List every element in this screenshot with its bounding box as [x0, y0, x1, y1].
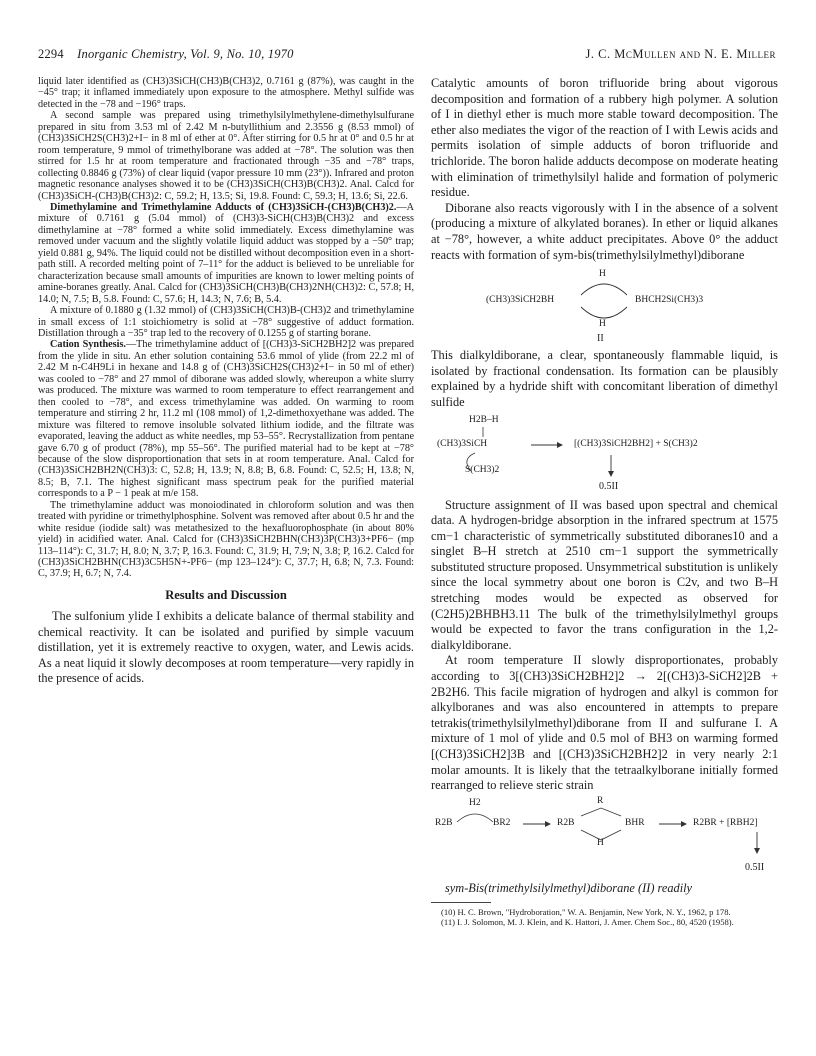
- paragraph: [38, 202, 414, 305]
- footnote: (11) I. J. Solomon, M. J. Klein, and K. Hattori, J. Amer. Chem Soc., 80, 4520 (1958).: [441, 917, 734, 928]
- intermediate-left: R2B: [557, 817, 575, 828]
- diborane-structure-figure: [431, 265, 778, 345]
- rearrangement-products: R2BR + [RBH2]: [693, 817, 758, 828]
- product-label: 0.5II: [599, 480, 619, 492]
- paragraph-text: —The trimethylamine adduct of [(CH3)3-SiCH2BH2]2 was prepared from the ylide in situ. An ether solution containing 53.6 mmol of ylide (from 22.2 ml of 2.42 M n-C4H9Li in hexane and 14.8 g of (CH3)3SiCH2S(CH3)2+I− in 50 ml of ether) was cooled to −78° and 27 mmol of diborane was added slowly, whereupon a white slurry was produced. The mixture was warmed to room temperature to effect rearrangement and then cooled to −78°, and excess trimethylamine was added. On warming to room temperature and stirring 2 hr, 11.2 ml (108 mmol) of 1,2-dimethoxyethane was added. The mixture was filtered to remove insoluble solvated lithium iodide, and the filtrate was evaporated, leaving the adduct as white needles, mp 53–55°. Recrystallization from pentane gave 6.70 g of product (78%), mp 55–56°. The purified material had to be kept at −78° because of the slow disproportionation that sets in at room temperature. Anal. Calcd for (CH3)3SiCH2BH2N(CH3)3: C, 52.8; H, 13.9; N, 8.8; B, 6.8. Found: C, 52.5; H, 13.8; N, 8.5; B, 7.1. The highest significant mass spectrum peak for the purified material corresponds to a P − 1 peak at m/e 158.: [38, 339, 415, 500]
- discussion-text: [431, 76, 778, 263]
- run-in-heading: Dimethylamine and Trimethylamine Adducts of (CH3)3SiCH-(CH3)B(CH3)2.: [50, 201, 397, 213]
- paragraph: A second sample was prepared using trimethylsilylmethylene-dimethylsulfurane prepared in situ from 3.53 ml of 2.42 M n-butyllithium and 2.3556 g (8.53 mmol) of (CH3)3SiCH2S(CH3)2+I− in 8 ml of ether at 0°. After stirring for 0.5 hr at 0° and 0.5 hr at room temperature, 9 mmol of trimethylborane was added at −78°. The solution was then stirred for 1.5 hr at room temperature and fractionated through −35 and −78° traps, collecting 0.8846 g (73%) of clear liquid (vapor pressure 10 mm (23°)). Infrared and proton magnetic resonance analyses showed it to be (CH3)3SiCH(CH3)B(CH3)2. Anal. Calcd for (CH3)3SiCH-(CH3)B(CH3)2: C, 59.2; H, 13.5; Si, 19.8. Found: C, 59.3; H, 13.6; Si, 22.6.: [38, 110, 414, 202]
- footnote: (10) H. C. Brown, "Hydroboration," W. A. Benjamin, New York, N. Y., 1962, p 178.: [441, 907, 731, 918]
- paragraph: liquid later identified as (CH3)3SiCH(CH3)B(CH3)2, 0.7161 g (87%), was caught in the −45° trap; it inflamed immediately upon exposure to the atmosphere. Methyl sulfide was detected in the −78 and −196° traps.: [38, 76, 414, 110]
- paragraph: Diborane also reacts vigorously with I in the absence of a solvent (producing a mixture of alkylated boranes). In ether or liquid alkanes at −78°, however, a white adduct precipitates. Above 0° the adduct reacts with formation of sym-bis(trimethylsilylmethyl)diborane: [431, 200, 778, 262]
- right-boron-group: BR2: [493, 817, 511, 828]
- silylmethyl-fragment: (CH3)3SiCH: [437, 438, 488, 449]
- reaction-products: [(CH3)3SiCH2BH2] + S(CH3)2: [574, 438, 698, 449]
- bridge-alkyl: R: [597, 795, 604, 806]
- bridge-h-top: H: [599, 269, 606, 280]
- paragraph: [38, 339, 414, 499]
- paragraph: Structure assignment of II was based upon spectral and chemical data. A hydrogen-bridge absorption in the infrared spectrum at 1575 cm−1 characteristic of symmetrically substituted diboranes10 and a singlet B–H stretch at 2510 cm−1 support the symmetrically substituted structure proposed. Unsymmetrical substitution is unlikely since the local symmetry about one boron is C2v, and two B–H stretching modes would be expected as observed for (C2H5)2BHBH3.11 The bulk of the trimethylsilylmethyl groups would be expected to favor the trans configuration in the 1,2-dialkyldiborane.: [431, 497, 778, 652]
- paragraph: The trimethylamine adduct was monoiodinated in chloroform solution and was then treated with pyridine or trimethylphosphine. Solvent was removed after about 0.5 hr and the white residue (iodide salt) was metathesized to the hexafluorophosphate (in about 80% yield) in acidified water. Anal. Calcd for (CH3)3SiCH2BHN(CH3)3P(CH3)3+PF6− (mp 113–114°): C, 31.7; H, 8.0; N, 3.7; P, 16.3. Found: C, 31.9; H, 7.9; N, 3.8; P, 16.2. Calcd for (CH3)3SiCH2BHN(CH3)3C5H5N+-PF6− (mp 123–124°): C, 37.7; H, 6.8; N, 7.3. Found: C, 37.9; H, 6.7; N, 7.4.: [38, 499, 414, 580]
- borane-fragment: H2B–H: [469, 414, 499, 425]
- run-in-heading: Cation Synthesis.: [50, 339, 126, 351]
- bridge-h2: H2: [469, 797, 481, 808]
- page-number: 2294: [38, 47, 64, 61]
- intermediate-right: BHR: [625, 817, 645, 828]
- sulfide-fragment: S(CH3)2: [465, 464, 500, 475]
- hydride-shift-figure: [431, 413, 778, 495]
- paragraph-text: sym-Bis(trimethylsilylmethyl)diborane (II) readily: [445, 880, 693, 895]
- rearrangement-product-label: 0.5II: [745, 861, 765, 873]
- compound-label: II: [597, 333, 604, 345]
- discussion-text: [431, 348, 778, 410]
- section-heading: Results and Discussion: [165, 587, 287, 602]
- paragraph: This dialkyldiborane, a clear, spontaneously flammable liquid, is isolated by fractional condensation. Its formation can be plausibly explained by a hydride shift with concomitant liberation of dimethyl sulfide: [431, 348, 778, 409]
- bridge-hydrogen: H: [597, 837, 604, 848]
- running-header-authors: J. C. McMullen and N. E. Miller: [585, 47, 776, 61]
- rearrangement-arrows: [431, 796, 778, 878]
- experimental-text: [38, 76, 414, 580]
- left-boron-group: R2B: [435, 817, 453, 828]
- results-text: [38, 609, 414, 687]
- paragraph: At room temperature II slowly disproportionates, probably according to 3[(CH3)3SiCH2BH2]2 → 2[(CH3)3-SiCH2]2B + 2B2H6. This facile migration of hydrogen and alkyl is common for alkylboranes and was also encountered in attempts to prepare tetrakis(trimethylsilylmethyl)diborane from II and sulfurane I. A mixture of 1 mol of ylide and 0.5 mol of BH3 on warming formed [(CH3)3SiCH2]3B and [(CH3)3SiCH2BH2]2 in very nearly 2:1 molar amounts. It is likely that the tetraalkylborane initially formed rearranged to relieve steric strain: [431, 653, 778, 793]
- footnote-rule: [431, 902, 491, 903]
- footnotes: [431, 907, 778, 927]
- discussion-text: [431, 498, 778, 794]
- rearrangement-figure: [431, 796, 778, 878]
- discussion-text: [431, 881, 778, 897]
- bridge-h-bottom: H: [599, 319, 606, 330]
- paragraph: A mixture of 0.1880 g (1.32 mmol) of (CH3)3SiCH(CH3)B-(CH3)2 and trimethylamine in small excess of 1:1 stoichiometry is solid at −78° suggestive of adduct formation. Distillation through a −35° trap led to the recovery of 0.1255 g of starting borane.: [38, 305, 414, 339]
- left-column: [38, 76, 414, 687]
- structure-left-group: (CH3)3SiCH2BH: [486, 295, 555, 306]
- paragraph-text: —A mixture of 0.7161 g (5.04 mmol) of (CH3)3-SiCH(CH3)B(CH3)2 and excess dimethylamine at −78° formed a white solid immediately. Excess dimethylamine was removed under vacuum and the slightly volatile liquid adduct was stopped by a −50° trap; yield 0.881 g, 94%. The liquid could not be distilled without decomposition even in a short-path still. A recorded melting point of 7–11° for the adduct is believed to be unreliable for characterization because small amounts of impurities are known to lower melting points of amine-boranes greatly. Anal. Calcd for (CH3)3SiCH(CH3)B(CH3)2NH(CH3)2: C, 57.8; H, 14.0; N, 7.5; B, 5.8. Found: C, 57.6; H, 14.3; N, 7.6; B, 5.4.: [38, 201, 414, 305]
- right-column: [431, 76, 778, 927]
- paragraph: The sulfonium ylide I exhibits a delicate balance of thermal stability and chemical reactivity. It can be isolated and purified by simple vacuum distillation, yet it is extremely reactive to oxygen, water, and Lewis acids. As a neat liquid it slowly decomposes at room temperature—very rapidly in the presence of acids.: [38, 608, 414, 686]
- running-header-left: [38, 47, 294, 62]
- structure-right-group: BHCH2Si(CH3)3: [635, 295, 704, 306]
- journal-citation: Inorganic Chemistry, Vol. 9, No. 10, 1970: [77, 47, 294, 61]
- paragraph: [431, 881, 778, 897]
- paragraph: Catalytic amounts of boron trifluoride bring about vigorous decomposition and formation of a rubbery high polymer. A solution of I in diethyl ether is much more stable toward decomposition. The ether also mediates the vigor of the reaction of I with Lewis acids and permits isolation of simple adducts of boron trifluoride and trichloride. The boron halide adducts decompose on moderate heating with elimination of trimethylsilyl halide and formation of polymeric residue.: [431, 76, 778, 200]
